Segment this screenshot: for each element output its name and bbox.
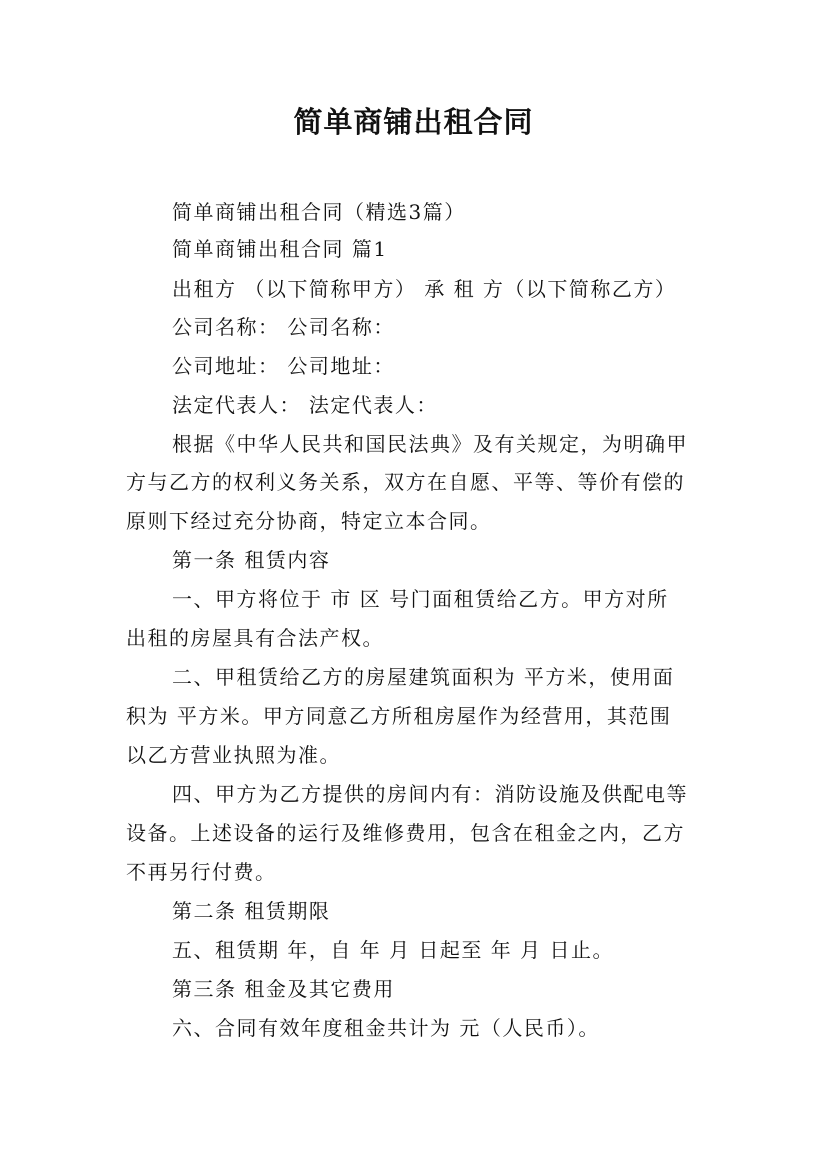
paragraph-line: 原则下经过充分协商，特定立本合同。 [126,509,492,533]
paragraph-line: 设备。上述设备的运行及维修费用，包含在租金之内，乙方 [126,821,685,845]
paragraph-line: 公司地址： 公司地址： [172,354,395,378]
paragraph-line: 简单商铺出租合同 篇1 [172,237,388,261]
paragraph-line: 根据《中华人民共和国民法典》及有关规定，为明确甲 [172,432,688,456]
paragraph-line: 出租方 （以下简称甲方） 承 租 方（以下简称乙方） [172,277,677,301]
section-heading: 第二条 租赁期限 [172,899,331,923]
paragraph-line: 四、甲方为乙方提供的房间内有：消防设施及供配电等 [172,782,688,806]
section-heading: 第三条 租金及其它费用 [172,977,395,1001]
paragraph-line: 简单商铺出租合同（精选3篇） [172,200,466,224]
paragraph-line: 以乙方营业执照为准。 [126,743,341,767]
paragraph-line: 二、甲租赁给乙方的房屋建筑面积为 平方米，使用面 [172,665,675,689]
paragraph-line: 不再另行付费。 [126,860,277,884]
paragraph-line: 六、合同有效年度租金共计为 元（人民币）。 [172,1016,600,1040]
section-heading: 第一条 租赁内容 [172,548,331,572]
paragraph-line: 法定代表人： 法定代表人： [172,393,438,417]
paragraph-line: 出租的房屋具有合法产权。 [126,626,384,650]
paragraph-line: 五、租赁期 年，自 年 月 日起至 年 月 日止。 [172,938,615,962]
paragraph-line: 公司名称： 公司名称： [172,315,395,339]
paragraph-line: 积为 平方米。甲方同意乙方所租房屋作为经营用，其范围 [126,704,672,728]
paragraph-line: 方与乙方的权利义务关系，双方在自愿、平等、等价有偿的 [126,470,685,494]
paragraph-line: 一、甲方将位于 市 区 号门面租赁给乙方。甲方对所 [172,587,669,611]
document-title: 简单商铺出租合同 [293,105,534,139]
